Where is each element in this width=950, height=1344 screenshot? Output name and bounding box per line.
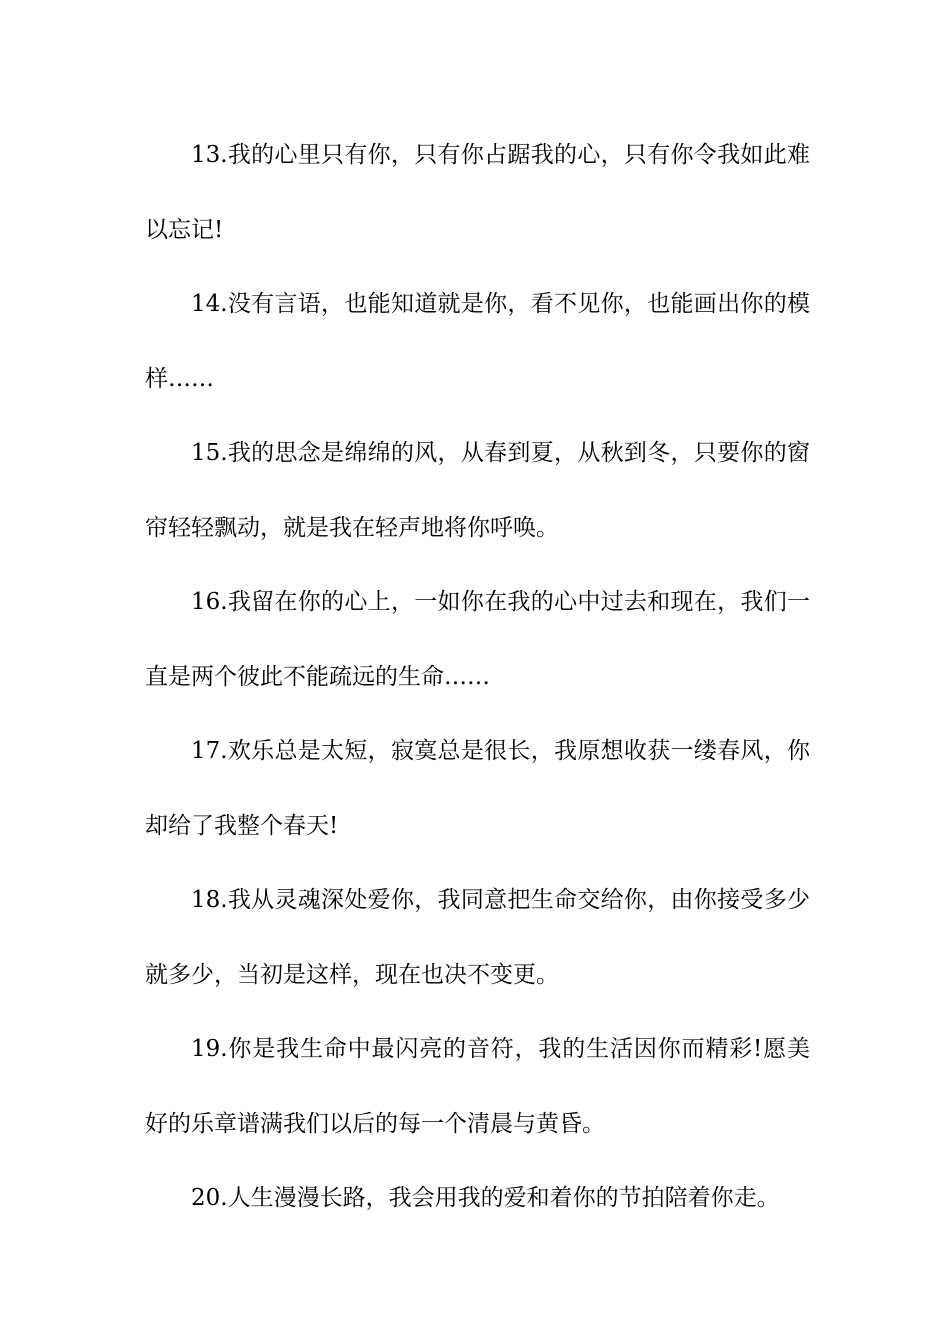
document-body xyxy=(145,118,810,1236)
paragraph-14: 14.没有言语，也能知道就是你，看不见你，也能画出你的模样…… xyxy=(145,291,810,392)
paragraph-18: 18.我从灵魂深处爱你，我同意把生命交给你，由你接受多少就多少，当初是这样，现在也决不变更。 xyxy=(145,887,810,988)
paragraph-13: 13.我的心里只有你，只有你占踞我的心，只有你令我如此难以忘记! xyxy=(145,142,810,243)
paragraph-20: 20.人生漫漫长路，我会用我的爱和着你的节拍陪着你走。 xyxy=(191,1185,780,1211)
paragraph-16: 16.我留在你的心上，一如你在我的心中过去和现在，我们一直是两个彼此不能疏远的生命…… xyxy=(145,589,810,690)
paragraph-19: 19.你是我生命中最闪亮的音符，我的生活因你而精彩!愿美好的乐章谱满我们以后的每一个清晨与黄昏。 xyxy=(145,1036,810,1137)
paragraph-17: 17.欢乐总是太短，寂寞总是很长，我原想收获一缕春风，你却给了我整个春天! xyxy=(145,738,810,839)
paragraph-15: 15.我的思念是绵绵的风，从春到夏，从秋到冬，只要你的窗帘轻轻飘动，就是我在轻声地将你呼唤。 xyxy=(145,440,810,541)
